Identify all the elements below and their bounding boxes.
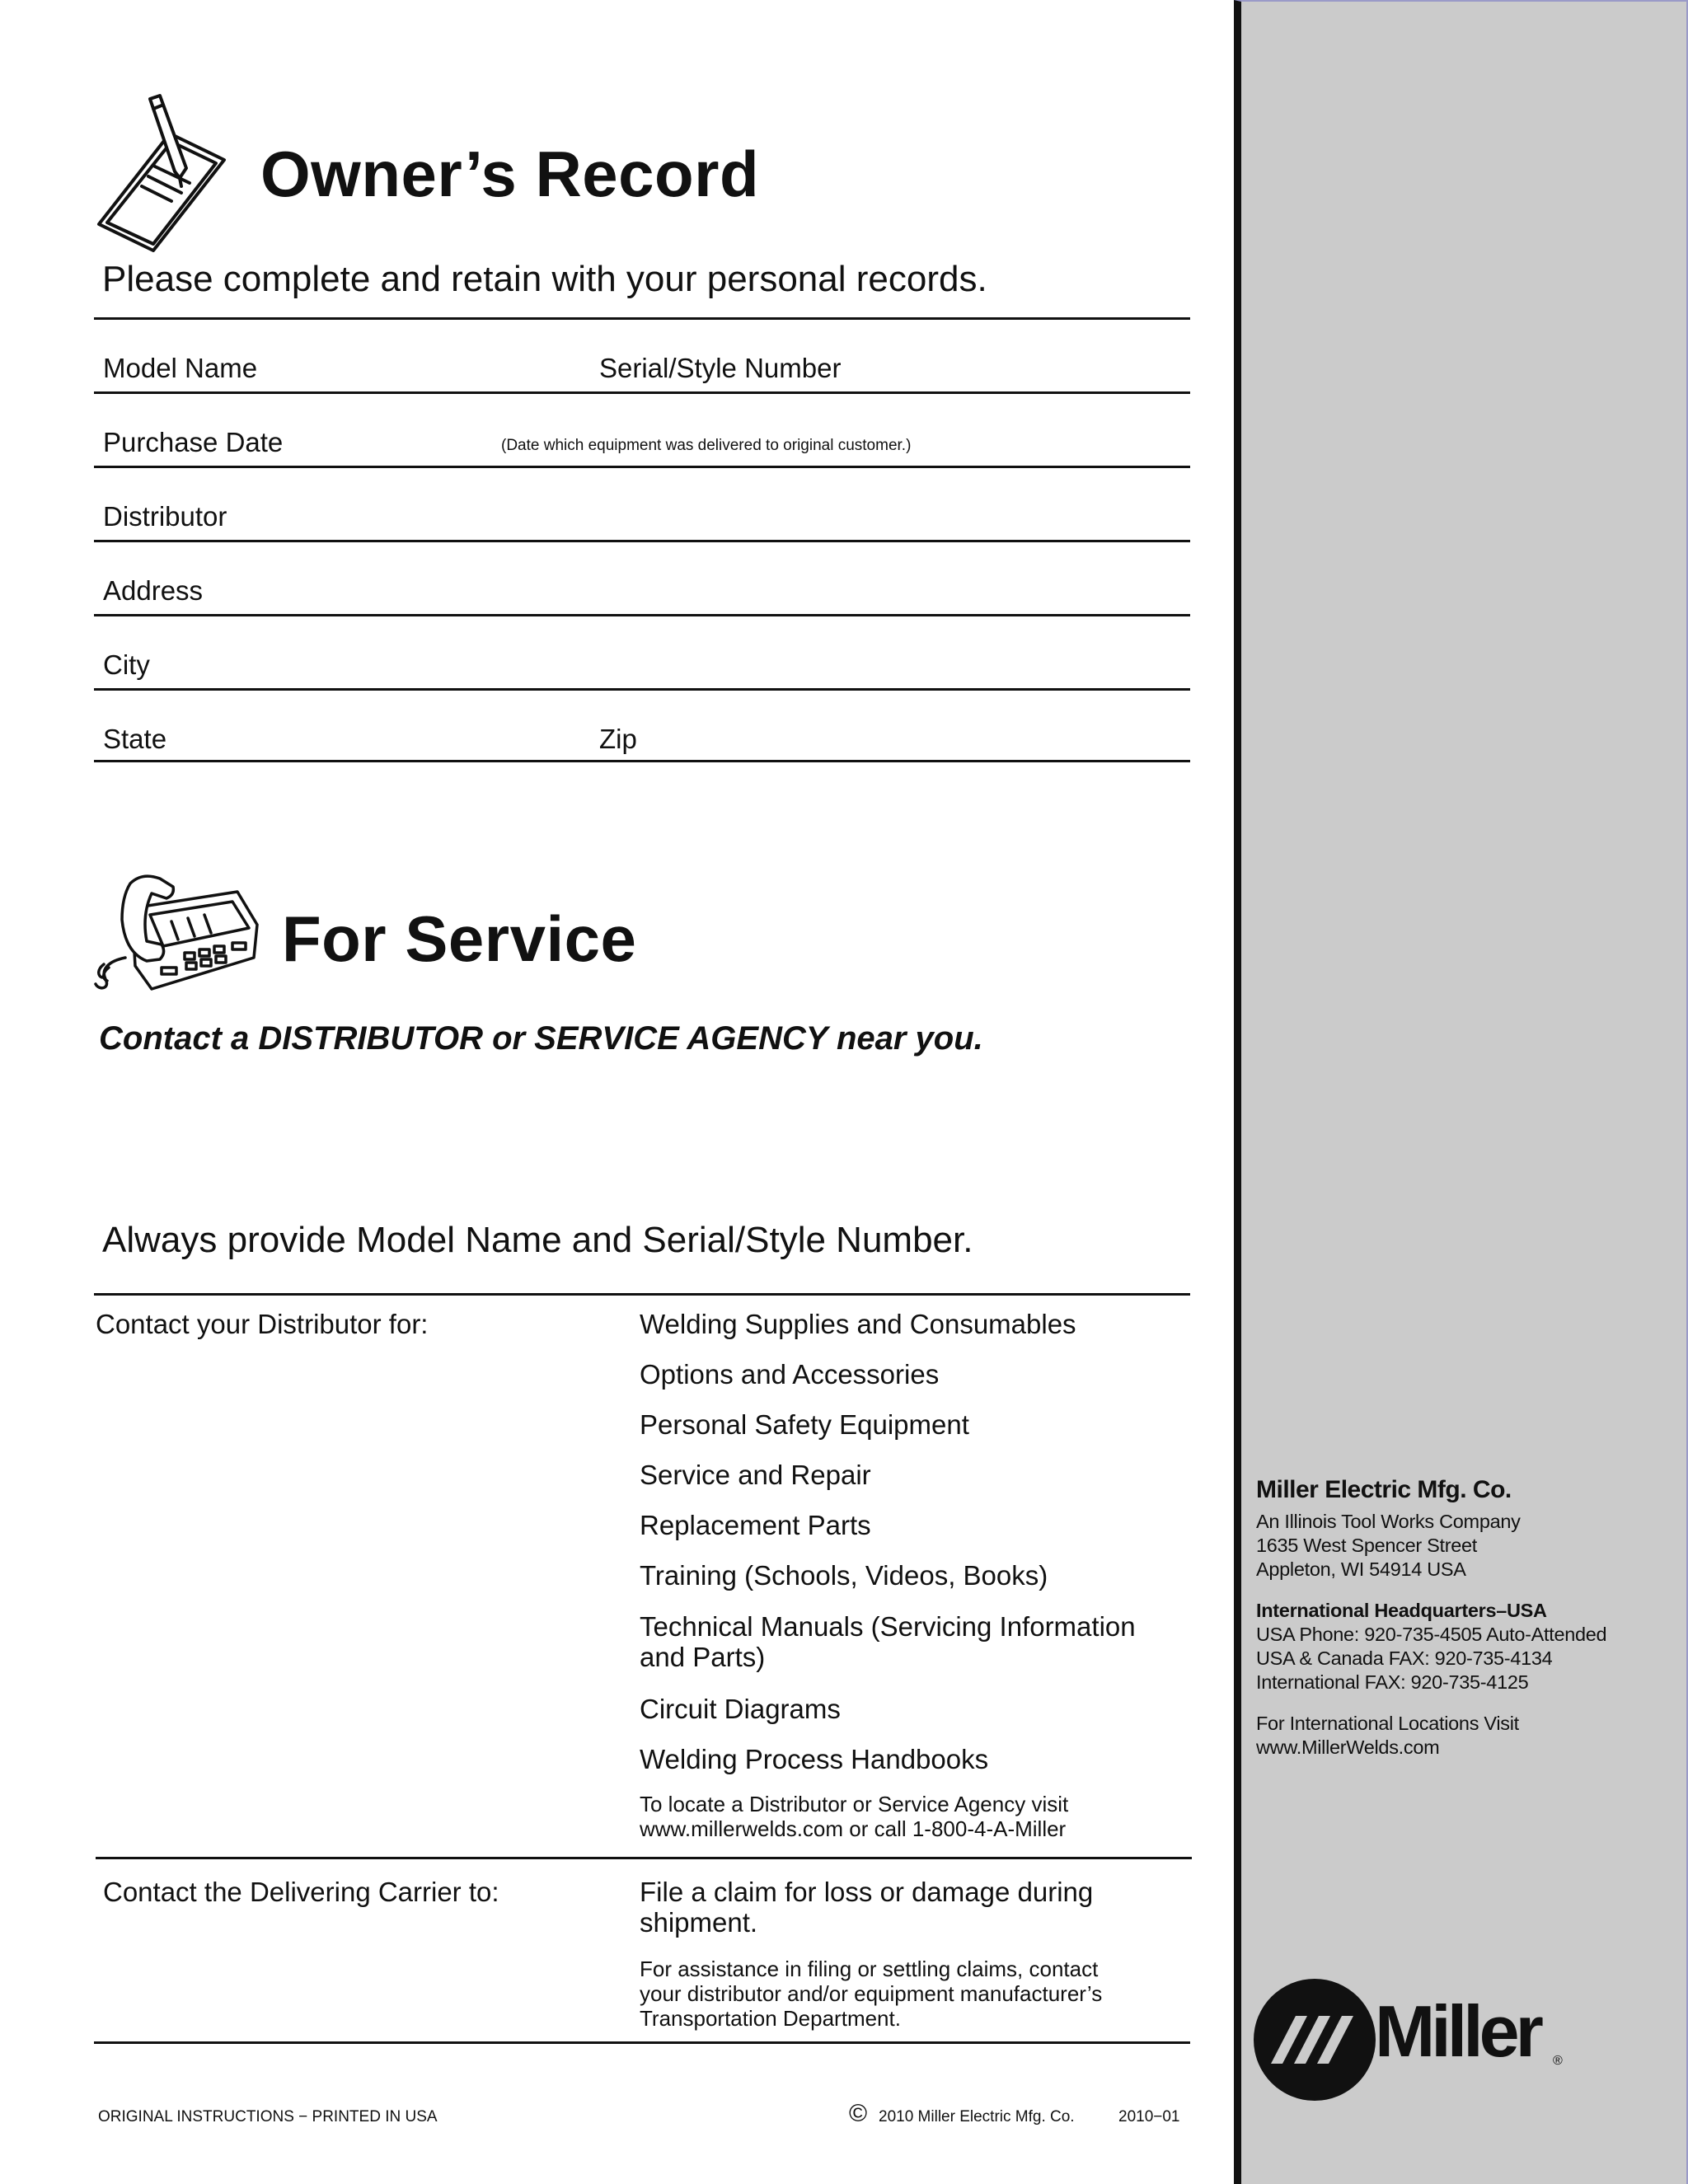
hq-title: International Headquarters–USA [1256,1600,1547,1621]
clipboard-pen-icon [89,92,234,255]
copyright-symbol: © [849,2100,868,2127]
city-field-line[interactable] [94,688,1190,691]
miller-logo-mark-icon [1253,1978,1376,2102]
carrier-assist-line3: Transportation Department. [640,2006,901,2031]
locate-distributor-line1: To locate a Distributor or Service Agency visit [640,1792,1069,1816]
carrier-section-label: Contact the Delivering Carrier to: [103,1877,499,1907]
divider [94,1293,1190,1296]
list-item: Welding Process Handbooks [640,1744,989,1774]
list-item: Welding Supplies and Consumables [640,1309,1076,1339]
carrier-claim-line2: shipment. [640,1907,758,1938]
for-service-title: For Service [282,902,637,975]
miller-logo [1253,1975,1566,2074]
address-label: Address [103,575,204,606]
list-item: Technical Manuals (Servicing Information [640,1611,1136,1642]
distributor-field-line[interactable] [94,540,1190,542]
hq-phone: USA Phone: 920-735-4505 Auto-Attended [1256,1624,1607,1645]
for-service-subtitle: Contact a DISTRIBUTOR or SERVICE AGENCY near you. [99,1020,983,1057]
model-serial-field-line[interactable] [94,391,1190,394]
hq-fax-intl: International FAX: 920-735-4125 [1256,1671,1529,1693]
state-zip-field-line[interactable] [94,760,1190,762]
purchase-date-field-line[interactable] [94,466,1190,468]
miller-logo-text: Miller [1375,1990,1540,2072]
list-item: Service and Repair [640,1460,871,1490]
list-item: and Parts) [640,1642,766,1672]
model-name-label: Model Name [103,353,258,383]
registered-mark: ® [1553,2054,1563,2068]
distributor-section-label: Contact your Distributor for: [96,1309,429,1339]
carrier-claim-line1: File a claim for loss or damage during [640,1877,1094,1907]
company-line2: 1635 West Spencer Street [1256,1535,1477,1556]
carrier-assist-line1: For assistance in filing or settling claims, contact [640,1957,1099,1981]
divider [96,1857,1192,1859]
owners-record-title: Owner’s Record [260,138,760,210]
always-provide-heading: Always provide Model Name and Serial/Style Number. [102,1220,973,1260]
state-label: State [103,724,167,754]
zip-label: Zip [599,724,637,754]
company-line1: An Illinois Tool Works Company [1256,1511,1521,1532]
purchase-date-note: (Date which equipment was delivered to original customer.) [501,437,912,454]
company-sidebar [1234,0,1688,2184]
footer-copyright: 2010 Miller Electric Mfg. Co. [879,2108,1075,2125]
list-item: Replacement Parts [640,1510,871,1540]
company-name: Miller Electric Mfg. Co. [1256,1476,1512,1503]
carrier-assist-line2: your distributor and/or equipment manufacturer’s [640,1981,1103,2006]
locate-distributor-line2: www.millerwelds.com or call 1-800-4-A-Miller [640,1816,1067,1841]
company-line3: Appleton, WI 54914 USA [1256,1558,1466,1580]
owners-record-instruction: Please complete and retain with your personal records. [102,259,987,299]
intl-locations-line2: www.MillerWelds.com [1256,1736,1440,1758]
list-item: Options and Accessories [640,1359,940,1390]
footer-code: 2010−01 [1118,2108,1180,2125]
footer-left: ORIGINAL INSTRUCTIONS − PRINTED IN USA [98,2108,438,2125]
telephone-icon [92,867,264,999]
intl-locations-line1: For International Locations Visit [1256,1713,1519,1734]
list-item: Circuit Diagrams [640,1694,841,1724]
hq-fax-us-canada: USA & Canada FAX: 920-735-4134 [1256,1647,1553,1669]
distributor-label: Distributor [103,501,227,532]
divider [94,2041,1190,2044]
serial-style-number-label: Serial/Style Number [599,353,842,383]
address-field-line[interactable] [94,614,1190,616]
list-item: Training (Schools, Videos, Books) [640,1560,1048,1591]
list-item: Personal Safety Equipment [640,1409,969,1440]
purchase-date-label: Purchase Date [103,427,284,457]
city-label: City [103,649,150,680]
divider [94,317,1190,320]
